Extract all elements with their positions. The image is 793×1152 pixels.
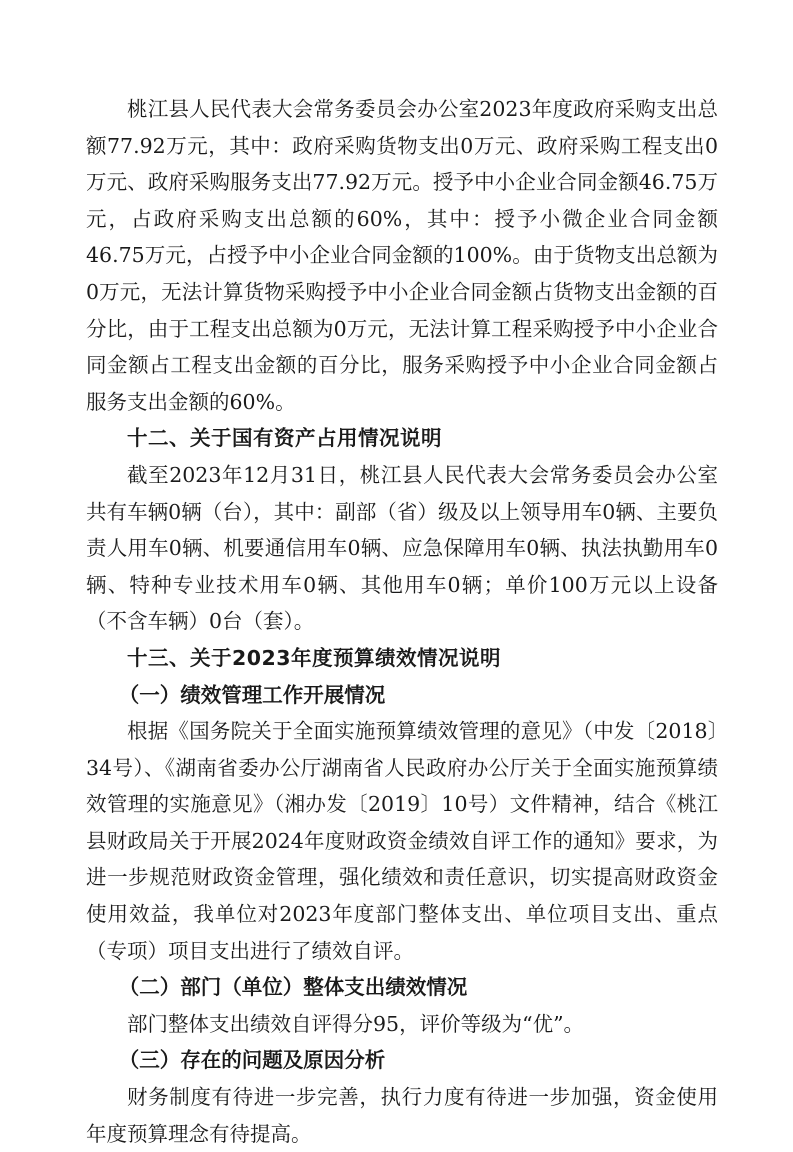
paragraph-problems: 财务制度有待进一步完善，执行力度有待进一步加强，资金使用年度预算理念有待提高。 xyxy=(86,1085,718,1146)
section-heading-state-assets: 十二、关于国有资产占用情况说明 xyxy=(127,426,442,451)
section-heading-performance: 十三、关于2023年度预算绩效情况说明 xyxy=(127,645,502,670)
paragraph-vehicles: 截至2023年12月31日，桃江县人民代表大会常务委员会办公室共有车辆0辆（台），其中：副部（省）级及以上领导用车0辆、主要负责人用车0辆、机要通信用车0辆、应急保障用车0辆、执法执勤用车0辆、特种专业技术用车0辆、其他用车0辆；单价100万元以上设备（不含车辆）0台（套）。 xyxy=(86,462,718,634)
document-page xyxy=(86,91,718,1152)
paragraph-performance-basis: 根据《国务院关于全面实施预算绩效管理的意见》（中发〔2018〕34号）、《湖南省委办公厅湖南省人民政府办公厅关于全面实施预算绩效管理的实施意见》（湘办发〔2019〕10号）文件精神，结合《桃江县财政局关于开展2024年度财政资金绩效自评工作的通知》要求，为进一步规范财政资金管理，强化绩效和责任意识，切实提高财政资金使用效益，我单位对2023年度部门整体支出、单位项目支出、重点（专项）项目支出进行了绩效自评。 xyxy=(86,719,718,963)
subheading-problems: （三）存在的问题及原因分析 xyxy=(118,1048,386,1073)
paragraph-procurement: 桃江县人民代表大会常务委员会办公室2023年度政府采购支出总额77.92万元，其中：政府采购货物支出0万元、政府采购工程支出0万元、政府采购服务支出77.92万元。授予中小企业合同金额46.75万元，占政府采购支出总额的60%，其中：授予小微企业合同金额46.75万元，占授予中小企业合同金额的100%。由于货物支出总额为0万元，无法计算货物采购授予中小企业合同金额占货物支出金额的百分比，由于工程支出总额为0万元，无法计算工程采购授予中小企业合同金额占工程支出金额的百分比，服务采购授予中小企业合同金额占服务支出金额的60%。 xyxy=(86,97,718,414)
subheading-overall-expenditure: （二）部门（单位）整体支出绩效情况 xyxy=(118,975,468,1000)
subheading-performance-management: （一）绩效管理工作开展情况 xyxy=(118,682,386,707)
paragraph-self-evaluation-score: 部门整体支出绩效自评得分95，评价等级为“优”。 xyxy=(127,1011,585,1036)
